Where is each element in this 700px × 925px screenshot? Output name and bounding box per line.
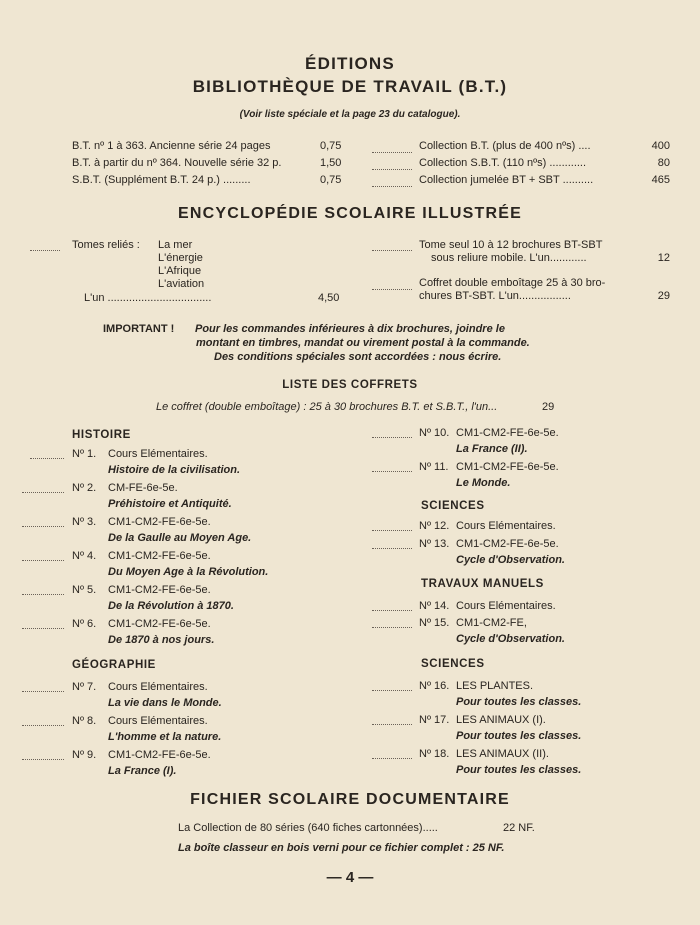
tome-item: La mer: [158, 239, 193, 251]
dot-leader: [372, 437, 412, 438]
page-number: — 4 —: [326, 869, 374, 886]
coffret-line1: Coffret double emboîtage 25 à 30 bro-: [419, 277, 606, 289]
collection-price-value-2: 80: [657, 157, 670, 169]
coffret-subject: Pour toutes les classes.: [456, 764, 582, 776]
coffret-number: Nº 9.: [72, 749, 97, 761]
dot-leader: [22, 759, 64, 760]
coffret-number: Nº 3.: [72, 516, 97, 528]
coffret-subject: La France (I).: [108, 765, 177, 777]
coffret-subject: Histoire de la civilisation.: [108, 464, 241, 476]
dot-leader: [372, 690, 412, 691]
coffret-level: CM1-CM2-FE-6e-5e.: [108, 550, 211, 562]
bt-price-value-2: 1,50: [320, 157, 342, 169]
bibliotheque-title: BIBLIOTHÈQUE DE TRAVAIL (B.T.): [192, 77, 508, 96]
coffret-level: LES PLANTES.: [456, 680, 534, 692]
bt-price-value-1: 0,75: [320, 140, 342, 152]
dot-leader: [372, 289, 412, 290]
coffret-number: Nº 15.: [419, 617, 450, 629]
tome-seul-price: 12: [657, 252, 670, 264]
coffret-line2: chures BT-SBT. L'un.................: [419, 290, 571, 302]
dot-leader: [372, 152, 412, 153]
dot-leader: [22, 628, 64, 629]
coffret-subject: Pour toutes les classes.: [456, 696, 582, 708]
coffret-number: Nº 18.: [419, 748, 450, 760]
tome-un-price: 4,50: [318, 292, 340, 304]
collection-price-label-1: Collection B.T. (plus de 400 nºs) ....: [419, 140, 591, 152]
coffret-level: Cours Elémentaires.: [108, 448, 208, 460]
fichier-title: FICHIER SCOLAIRE DOCUMENTAIRE: [190, 791, 510, 808]
coffret-level: Cours Elémentaires.: [108, 681, 208, 693]
coffret-subject: De 1870 à nos jours.: [108, 634, 215, 646]
dot-leader: [30, 458, 64, 459]
collection-price-value-1: 400: [651, 140, 670, 152]
dot-leader: [372, 610, 412, 611]
dot-leader: [372, 250, 412, 251]
important-line3: Des conditions spéciales sont accordées : nous écrire.: [214, 351, 502, 363]
collection-price-value-3: 465: [651, 174, 670, 186]
dot-leader: [22, 526, 64, 527]
coffrets-title: LISTE DES COFFRETS: [282, 379, 418, 391]
coffret-subject: De la Révolution à 1870.: [108, 600, 234, 612]
coffret-number: Nº 2.: [72, 482, 97, 494]
coffret-subject: Du Moyen Age à la Révolution.: [108, 566, 269, 578]
coffret-number: Nº 17.: [419, 714, 450, 726]
dot-leader: [372, 471, 412, 472]
tome-seul-line2: sous reliure mobile. L'un............: [431, 252, 587, 264]
sciences-heading: SCIENCES: [421, 500, 485, 512]
dot-leader: [22, 492, 64, 493]
dot-leader: [30, 250, 60, 251]
encyclopedie-title: ENCYCLOPÉDIE SCOLAIRE ILLUSTRÉE: [178, 205, 522, 222]
coffret-level: LES ANIMAUX (I).: [456, 714, 546, 726]
coffret-subject: Pour toutes les classes.: [456, 730, 582, 742]
catalogue-note: (Voir liste spéciale et la page 23 du catalogue).: [239, 109, 461, 120]
coffret-number: Nº 14.: [419, 600, 450, 612]
fichier-collection: La Collection de 80 séries (640 fiches cartonnées).....: [178, 822, 438, 834]
coffret-number: Nº 7.: [72, 681, 97, 693]
dot-leader: [372, 169, 412, 170]
tome-seul-line1: Tome seul 10 à 12 brochures BT-SBT: [419, 239, 603, 251]
dot-leader: [372, 627, 412, 628]
collection-price-label-2: Collection S.B.T. (110 nºs) ............: [419, 157, 587, 169]
coffret-subject: Préhistoire et Antiquité.: [108, 498, 232, 510]
dot-leader: [372, 758, 412, 759]
fichier-boite: La boîte classeur en bois verni pour ce fichier complet : 25 NF.: [178, 842, 505, 854]
important-line1: Pour les commandes inférieures à dix brochures, joindre le: [195, 323, 505, 335]
coffret-subject: La vie dans le Monde.: [108, 697, 222, 709]
important-label: IMPORTANT !: [103, 323, 175, 335]
coffret-number: Nº 8.: [72, 715, 97, 727]
tome-item: L'aviation: [158, 278, 205, 290]
coffret-subject: L'homme et la nature.: [108, 731, 222, 743]
coffret-subject: La France (II).: [456, 443, 528, 455]
coffret-level: CM1-CM2-FE-6e-5e.: [456, 538, 559, 550]
coffret-level: CM1-CM2-FE-6e-5e.: [108, 584, 211, 596]
collection-price-label-3: Collection jumelée BT + SBT ..........: [419, 174, 594, 186]
coffret-number: Nº 12.: [419, 520, 450, 532]
coffret-level: Cours Elémentaires.: [108, 715, 208, 727]
dot-leader: [22, 594, 64, 595]
tomes-label: Tomes reliés :: [72, 239, 140, 251]
dot-leader: [22, 691, 64, 692]
dot-leader: [22, 725, 64, 726]
coffret-level: Cours Elémentaires.: [456, 520, 556, 532]
coffret-level: CM1-CM2-FE-6e-5e.: [456, 461, 559, 473]
coffret-number: Nº 13.: [419, 538, 450, 550]
coffret-number: Nº 16.: [419, 680, 450, 692]
bt-price-label-2: B.T. à partir du nº 364. Nouvelle série 32 p.: [72, 157, 282, 169]
dot-leader: [372, 186, 412, 187]
dot-leader: [22, 560, 64, 561]
bt-price-label-3: S.B.T. (Supplément B.T. 24 p.) .........: [72, 174, 251, 186]
coffrets-intro: Le coffret (double emboîtage) : 25 à 30 brochures B.T. et S.B.T., l'un...: [156, 401, 498, 413]
coffret-level: CM1-CM2-FE-6e-5e.: [108, 516, 211, 528]
coffret-subject: Cycle d'Observation.: [456, 554, 565, 566]
coffret-level: CM-FE-6e-5e.: [108, 482, 178, 494]
bt-price-label-1: B.T. nº 1 à 363. Ancienne série 24 pages: [72, 140, 271, 152]
sciences-heading: SCIENCES: [421, 658, 485, 670]
coffret-level: LES ANIMAUX (II).: [456, 748, 549, 760]
coffret-subject: Cycle d'Observation.: [456, 633, 565, 645]
coffret-level: CM1-CM2-FE-6e-5e.: [108, 618, 211, 630]
histoire-heading: HISTOIRE: [72, 429, 131, 441]
coffret-level: CM1-CM2-FE,: [456, 617, 527, 629]
coffret-number: Nº 6.: [72, 618, 97, 630]
fichier-collection-price: 22 NF.: [503, 822, 535, 834]
coffret-price: 29: [657, 290, 670, 302]
dot-leader: [372, 530, 412, 531]
coffret-number: Nº 5.: [72, 584, 97, 596]
tome-item: L'Afrique: [158, 265, 202, 277]
coffret-number: Nº 10.: [419, 427, 450, 439]
dot-leader: [372, 724, 412, 725]
coffrets-intro-price: 29: [542, 401, 555, 413]
bt-price-value-3: 0,75: [320, 174, 342, 186]
coffret-number: Nº 1.: [72, 448, 97, 460]
coffret-number: Nº 4.: [72, 550, 97, 562]
tome-un-label: L'un ..................................: [84, 292, 212, 304]
travaux-manuels-heading: TRAVAUX MANUELS: [421, 578, 544, 590]
geographie-heading: GÉOGRAPHIE: [72, 659, 156, 671]
coffret-number: Nº 11.: [419, 461, 449, 473]
editions-title: ÉDITIONS: [305, 54, 395, 73]
coffret-level: Cours Elémentaires.: [456, 600, 556, 612]
coffret-level: CM1-CM2-FE-6e-5e.: [456, 427, 559, 439]
coffret-level: CM1-CM2-FE-6e-5e.: [108, 749, 211, 761]
tome-item: L'énergie: [158, 252, 203, 264]
coffret-subject: De la Gaulle au Moyen Age.: [108, 532, 252, 544]
coffret-subject: Le Monde.: [456, 477, 511, 489]
dot-leader: [372, 548, 412, 549]
important-line2: montant en timbres, mandat ou virement postal à la commande.: [196, 337, 530, 349]
